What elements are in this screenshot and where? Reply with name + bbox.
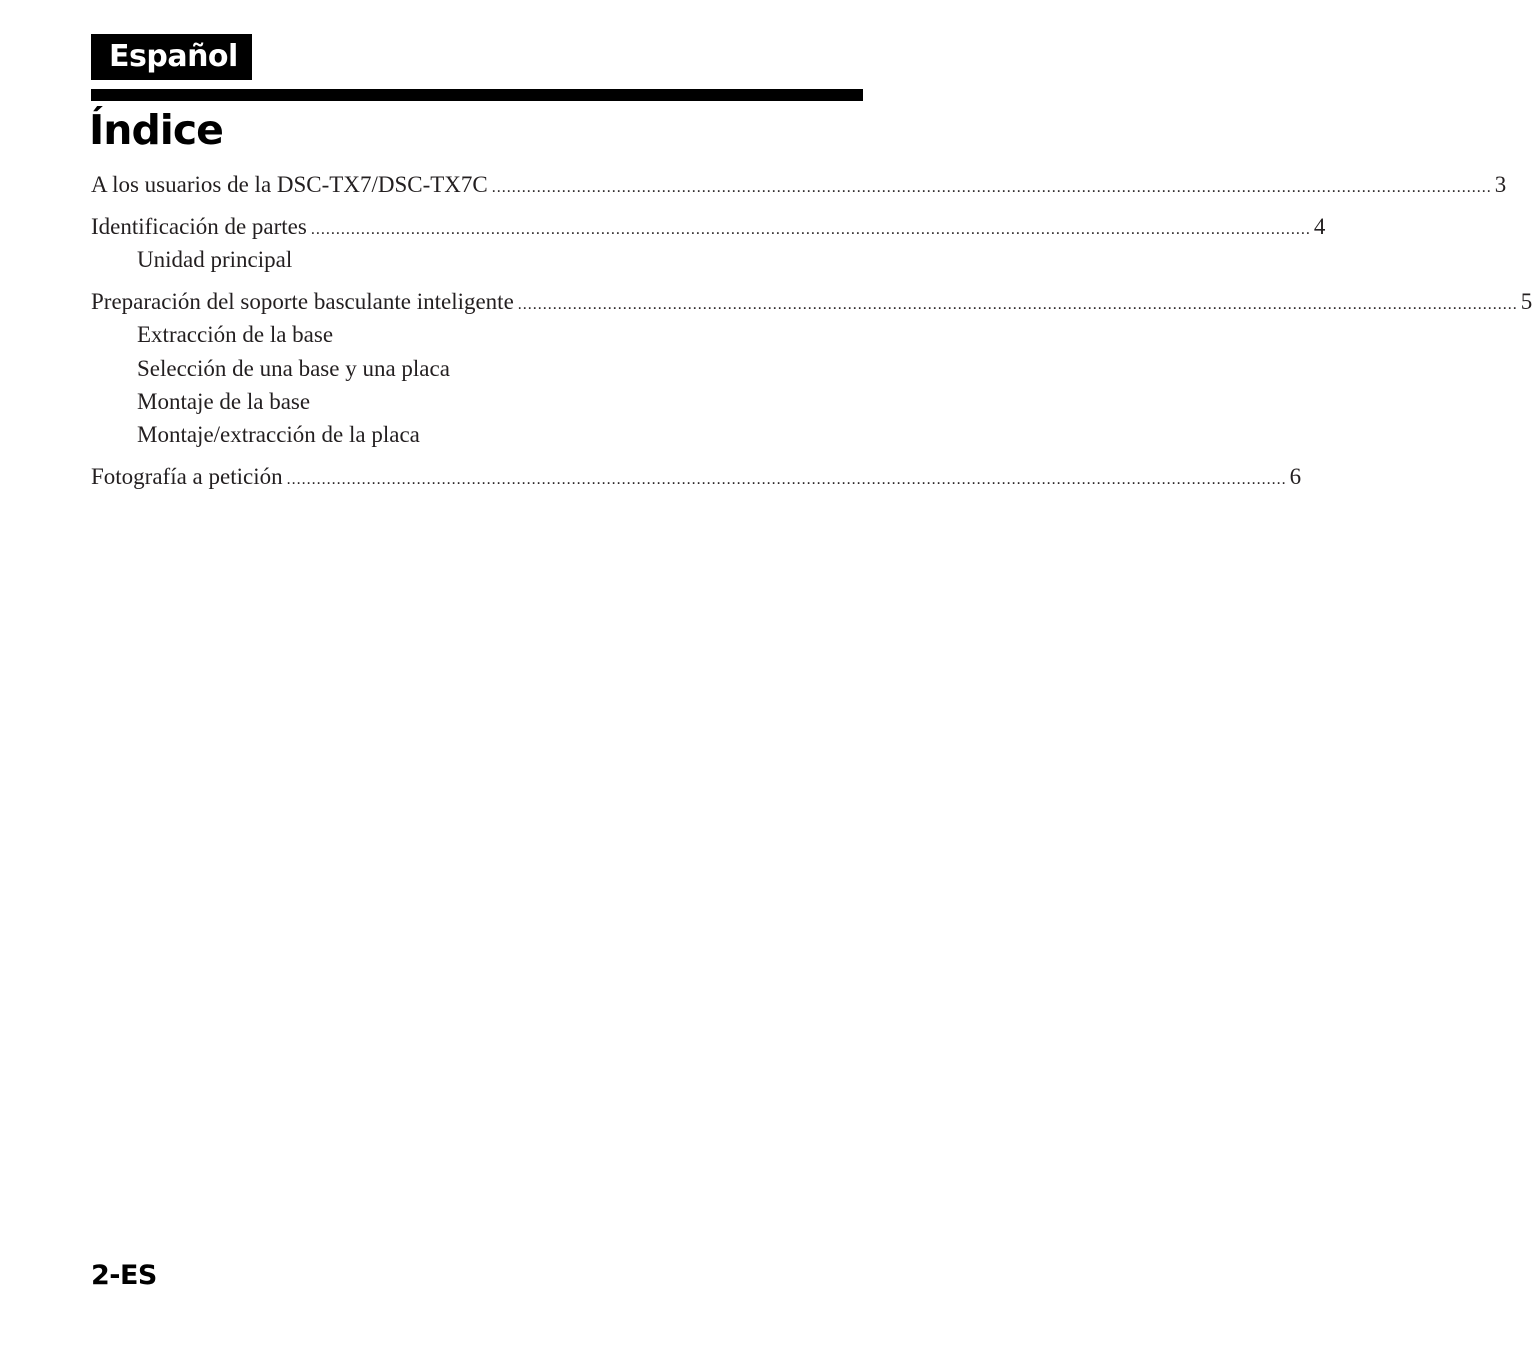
toc-entry-page: 6 <box>1289 464 1302 489</box>
toc-entry[interactable] <box>91 289 1532 319</box>
toc-entry-label: A los usuarios de la DSC-TX7/DSC-TX7C <box>91 172 488 197</box>
dot-leader: ........................................................................................................................................................................................................ <box>286 471 1287 488</box>
page-title: Índice <box>89 106 223 154</box>
toc-entry[interactable] <box>91 214 1326 244</box>
toc-entry-page: 5 <box>1520 289 1532 314</box>
toc-subitem[interactable]: Extracción de la base <box>137 322 334 347</box>
toc-subitem[interactable]: Montaje/extracción de la placa <box>137 422 420 447</box>
toc-entry-label: Preparación del soporte basculante inteligente <box>91 289 514 314</box>
toc-entry[interactable] <box>91 172 1507 202</box>
toc-entry-label: Identificación de partes <box>91 214 307 239</box>
toc-subitem[interactable]: Selección de una base y una placa <box>137 356 450 381</box>
page-number: 2-ES <box>91 1260 157 1291</box>
header-rule <box>91 89 863 101</box>
dot-leader: ........................................................................................................................................................................................................ <box>517 296 1518 313</box>
dot-leader: ........................................................................................................................................................................................................ <box>310 221 1311 238</box>
toc-entry-label: Fotografía a petición <box>91 464 283 489</box>
toc-entry[interactable] <box>91 464 1302 494</box>
dot-leader: ........................................................................................................................................................................................................ <box>491 179 1492 196</box>
toc-entry-page: 3 <box>1494 172 1507 197</box>
toc-entry-page: 4 <box>1313 214 1326 239</box>
toc-subitem[interactable]: Montaje de la base <box>137 389 311 414</box>
language-tab: Español <box>91 34 252 80</box>
toc-subitem[interactable]: Unidad principal <box>137 247 293 272</box>
